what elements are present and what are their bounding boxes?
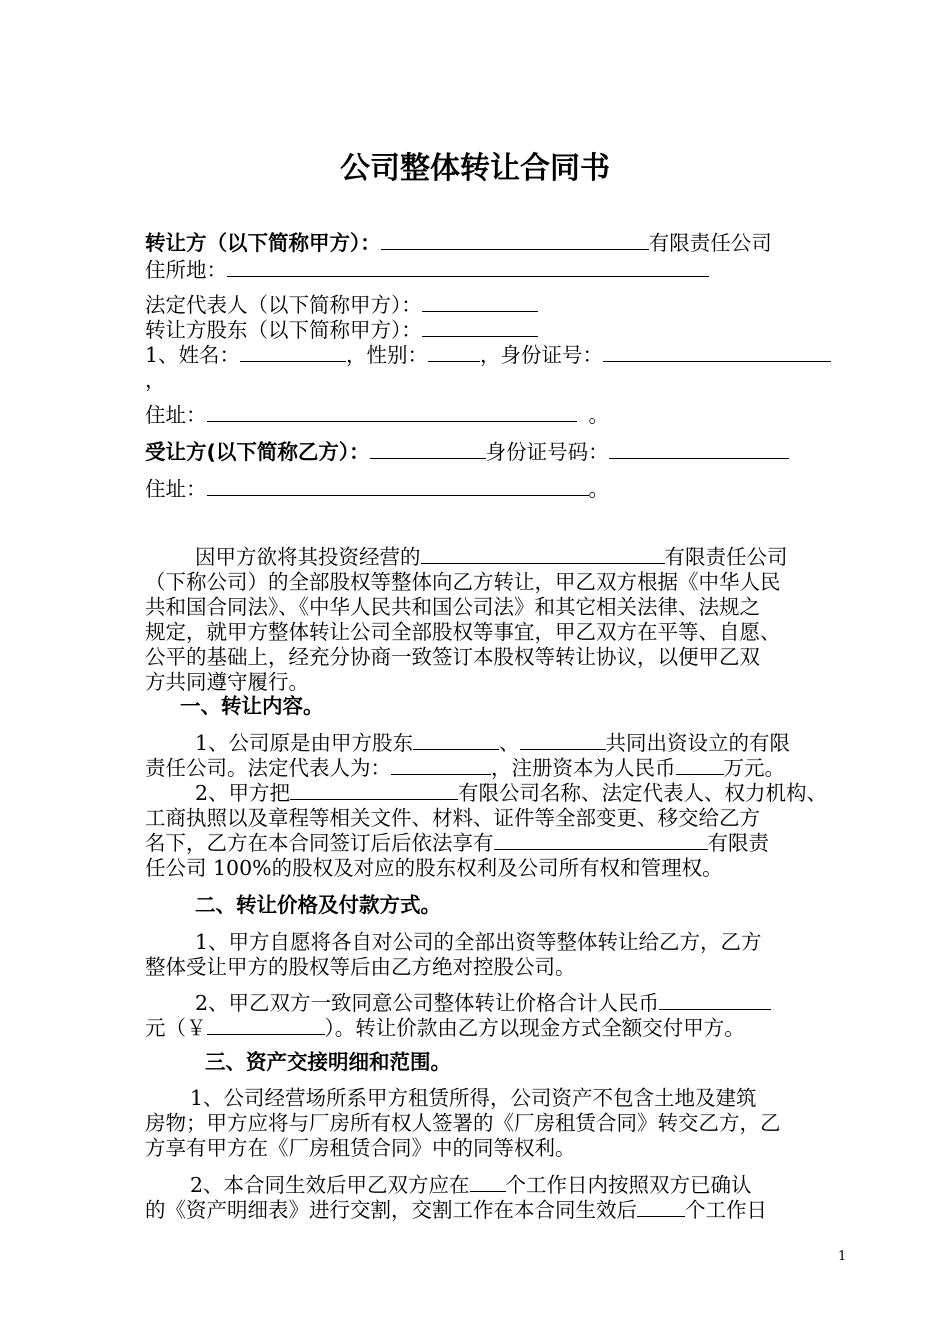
residence-end-1: 。: [588, 403, 609, 427]
preamble-suffix: 有限责任公司: [664, 545, 788, 569]
transferee-name-blank: [370, 440, 486, 459]
residence-blank-2: [207, 477, 589, 496]
residence-line-1: [145, 403, 609, 427]
section-3-p1-line-1: 1、公司经营场所系甲方租赁所得，公司资产不包含土地及建筑: [190, 1086, 757, 1110]
address-blank: [227, 258, 709, 277]
person-line-comma: ，: [145, 368, 166, 392]
legal-rep-blank: [422, 293, 538, 312]
transferee-id-blank: [609, 440, 789, 459]
s1p2-text-e: 有限责: [707, 831, 769, 855]
completion-days-blank: [637, 1198, 685, 1217]
transferee-label: 受让方(以下简称乙方）：: [145, 440, 370, 464]
preamble-text: 因甲方欲将其投资经营的: [195, 545, 421, 569]
s1p2-text-a: 2、甲方把: [195, 781, 291, 805]
section-3-p1-line-2: 房物；甲方应将与厂房所有权人签署的《厂房租赁合同》转交乙方，乙: [145, 1111, 781, 1135]
address-line: [145, 258, 709, 282]
legal-rep-line: [145, 293, 538, 317]
preamble-line-2: （下称公司）的全部股权等整体向乙方转让，甲乙双方根据《中华人民: [145, 570, 781, 594]
s1p1-text-c: 共同出资设立的有限: [605, 731, 791, 755]
section-2-p2-line-2: [145, 1016, 745, 1040]
section-1-p1-line-1: [195, 731, 790, 755]
residence-line-2: [145, 477, 609, 501]
price-amount-blank: [207, 1016, 325, 1035]
shareholder-line: [145, 318, 538, 342]
section-2-p2-line-1: [195, 991, 771, 1015]
s2p2-text-a: 2、甲乙双方一致同意公司整体转让价格合计人民币: [195, 991, 660, 1015]
preamble-line-6: 方共同遵守履行。: [145, 670, 309, 694]
company-name-blank: [421, 545, 665, 564]
name-label: 1、姓名：: [145, 343, 241, 367]
document-title: 公司整体转让合同书: [340, 151, 610, 186]
preamble-line-5: 公平的基础上，经充分协商一致签订本股权等转让协议，以便甲乙双: [145, 645, 760, 669]
section-1-p1-line-2: [145, 756, 785, 780]
residence-label-1: 住址：: [145, 403, 207, 427]
section-1-heading: 一、转让内容。: [180, 694, 324, 718]
section-3-heading: 三、资产交接明细和范围。: [205, 1050, 451, 1074]
section-3-p2-line-1: [190, 1173, 752, 1197]
s3p2-text-b: 个工作日内按照双方已确认: [505, 1173, 752, 1197]
legal-rep-label: 法定代表人（以下简称甲方）：: [145, 293, 422, 317]
s2p2-text-b: 元（￥: [145, 1016, 207, 1040]
address-label: 住所地：: [145, 258, 227, 282]
s1p1-text-f: 万元。: [723, 756, 785, 780]
shareholder-a-blank: [413, 731, 499, 750]
s3p2-text-d: 个工作日: [685, 1198, 767, 1222]
residence-end-2: 。: [588, 477, 609, 501]
company-blank: [290, 781, 458, 800]
shareholder-label: 转让方股东（以下简称甲方）：: [145, 318, 422, 342]
transferor-suffix: 有限责任公司: [648, 231, 772, 255]
preamble-line-1: [195, 545, 788, 569]
transferee-id-label: 身份证号码：: [485, 440, 609, 464]
person-line: [145, 343, 831, 367]
transferor-name-blank: [381, 231, 649, 250]
s3p2-text-a: 2、本合同生效后甲乙双方应在: [190, 1173, 470, 1197]
name-blank: [240, 343, 346, 362]
preamble-line-3: 共和国合同法》、《中华人民共和国公司法》和其它相关法律、法规之: [145, 595, 760, 619]
section-2-heading: 二、转让价格及付款方式。: [195, 893, 441, 917]
section-1-p2-line-4: 任公司 100%的股权及对应的股东权利及公司所有权和管理权。: [145, 856, 723, 880]
capital-blank: [676, 756, 724, 775]
gender-blank: [428, 343, 480, 362]
section-3-p1-line-3: 方享有甲方在《厂房租赁合同》中的同等权利。: [145, 1136, 576, 1160]
price-blank: [659, 991, 771, 1010]
shareholder-b-blank: [520, 731, 606, 750]
s1p1-text-e: ，注册资本为人民币: [491, 756, 676, 780]
preamble-line-4: 规定，就甲方整体转让公司全部股权等事宜，甲乙双方在平等、自愿、: [145, 620, 781, 644]
s1p1-text-b: 、: [499, 731, 520, 755]
section-1-p2-line-1: [195, 781, 827, 805]
section-2-p1-line-2: 整体受让甲方的股权等后由乙方绝对控股公司。: [145, 955, 576, 979]
section-1-p2-line-2: 工商执照以及章程等相关文件、材料、证件等全部变更、移交给乙方: [145, 806, 760, 830]
legal-rep-name-blank: [391, 756, 491, 775]
s1p2-text-d: 名下，乙方在本合同签订后后依法享有: [145, 831, 494, 855]
handover-days-blank: [470, 1173, 506, 1192]
id-blank: [603, 343, 831, 362]
shareholder-blank: [422, 318, 538, 337]
s1p2-text-b: 有限公司名称、法定代表人、权力机构、: [458, 781, 828, 805]
section-2-p1-line-1: 1、甲方自愿将各自对公司的全部出资等整体转让给乙方，乙方: [195, 930, 762, 954]
s1p1-text-a: 1、公司原是由甲方股东: [195, 731, 414, 755]
section-1-p2-line-3: [145, 831, 769, 855]
owned-company-blank: [494, 831, 708, 850]
s3p2-text-c: 的《资产明细表》进行交割，交割工作在本合同生效后: [145, 1198, 637, 1222]
transferee-line: [145, 440, 789, 464]
transferor-label: 转让方（以下简称甲方）：: [145, 231, 381, 255]
gender-label: ，性别：: [346, 343, 429, 367]
id-label: ，身份证号：: [480, 343, 604, 367]
transferor-line: [145, 231, 772, 255]
page-number: 1: [838, 1249, 847, 1264]
s1p1-text-d: 责任公司。法定代表人为：: [145, 756, 391, 780]
residence-label-2: 住址：: [145, 477, 207, 501]
section-3-p2-line-2: [145, 1198, 767, 1222]
s2p2-text-c: ）。转让价款由乙方以现金方式全额交付甲方。: [324, 1016, 745, 1040]
residence-blank-1: [207, 403, 577, 422]
